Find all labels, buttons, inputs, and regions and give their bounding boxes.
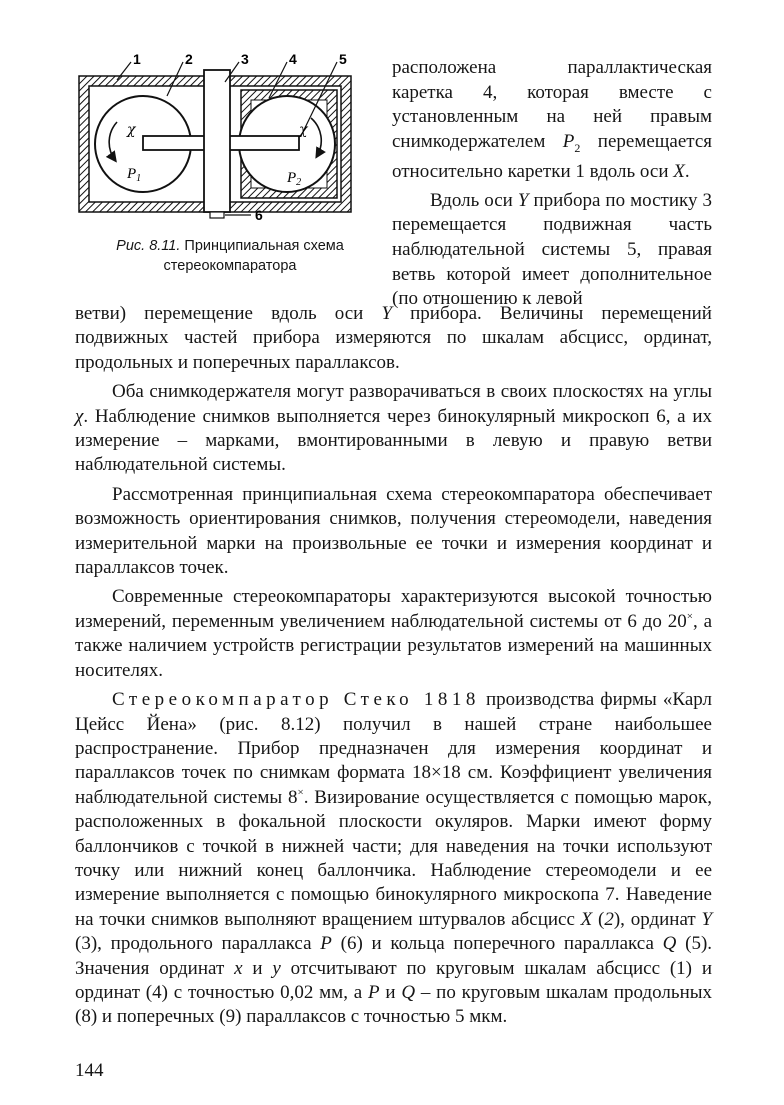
side-paragraph-2: Вдоль оси Y прибора по мостику 3 перемещается подвижная часть наблюдательной системы 5, правая ветвь которой имеет дополнительное (по отношению к левой bbox=[392, 189, 712, 310]
side-paragraph-1: расположена параллактическая bbox=[392, 57, 712, 78]
paragraph-plate-holders: Оба снимкодержателя могут разворачиваться в своих плоскостях на углы χ. Наблюдение снимков выполняется через бинокулярный микроскоп 6, а их измерение – марками, вмонтированными в левую и правую ветви наблюдательной системы. bbox=[75, 381, 712, 476]
label-3: 3 bbox=[241, 52, 249, 67]
side-paragraph-1-rest: каретка 4, которая вместе с установленным на ней правым снимкодержателем $P_2$ перемещается относительно каретки 1 вдоль оси X. bbox=[392, 81, 712, 183]
main-text bbox=[75, 302, 712, 1030]
p2-label: $P_2$ bbox=[287, 170, 302, 188]
paragraph-steko-1818: Стереокомпаратор Стеко 1818 производства фирмы «Карл Цейсс Йена» (рис. 8.12) получил в нашей стране наибольшее распространение. Прибор предназначен для измерения координат и параллаксов точек по снимкам формата 18×18 см. Коэффициент увеличения наблюдательной системы 8×. Визирование осуществляется с помощью марок, расположенных в фокальной плоскости окуляров. Марки имеют форму баллончиков с точкой в нижней части; для наведения на точки используют точку или нижний конец баллончика. Наблюдение стереомодели и ее измерение выполняется с помощью бинокулярного микроскопа 7. Наведение на точки снимков выполняют вращением штурвалов абсцисс X (2), ординат Y (3), продольного параллакса P (6) и кольца поперечного параллакса Q (5). Значения ординат x и y отсчитывают по круговым шкалам абсцисс (1) и ординат (4) с точностью 0,02 мм, а P и Q – по круговым шкалам продольных (8) и поперечных (9) параллаксов с точностью 5 мкм. bbox=[75, 689, 713, 1028]
side-column-text bbox=[392, 56, 712, 312]
p1-label: $P_1$ bbox=[127, 166, 142, 184]
label-5: 5 bbox=[339, 52, 347, 67]
chi-right: χ bbox=[299, 122, 308, 138]
bridge-3 bbox=[204, 70, 230, 212]
page-number: 144 bbox=[75, 1060, 104, 1081]
figure-caption bbox=[85, 236, 375, 276]
label-4: 4 bbox=[289, 52, 297, 67]
microscope-6 bbox=[210, 212, 224, 218]
label-1: 1 bbox=[133, 52, 141, 67]
paragraph-principal-scheme: Рассмотренная принципиальная схема стереокомпаратора обеспечивает возможность ориентирования снимков, получения стереомодели, наведения измерительной марки на произвольные ее точки и измерения координат и параллаксов точек. bbox=[75, 483, 712, 579]
label-6: 6 bbox=[255, 207, 263, 223]
paragraph-continuation: ветви) перемещение вдоль оси Y прибора. Величины перемещений подвижных частей прибора измеряются по шкалам абсцисс, ординат, продольных и поперечных параллаксов. bbox=[75, 303, 712, 373]
label-2: 2 bbox=[185, 52, 193, 67]
chi-left: χ bbox=[127, 122, 136, 138]
caption-text: Принципиальная схема стереокомпаратора bbox=[163, 238, 344, 274]
caption-number: Рис. 8.11. bbox=[116, 238, 181, 254]
paragraph-modern-stereocomparators: Современные стереокомпараторы характеризуются высокой точностью измерений, переменным увеличением наблюдательной системы от 6 до 20×, а также наличием устройств регистрации результатов измерений на машинных носителях. bbox=[75, 586, 712, 681]
